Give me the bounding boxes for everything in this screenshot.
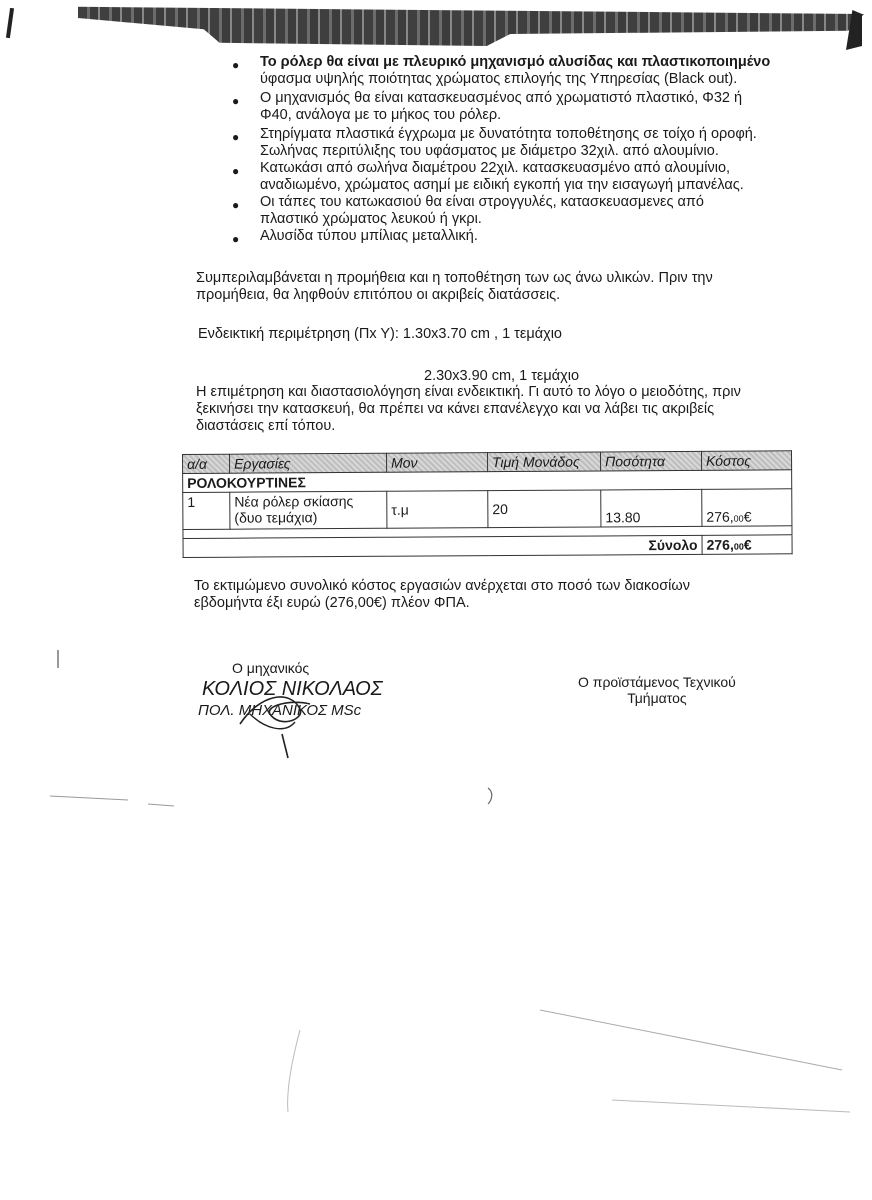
cell-cost: [702, 489, 792, 527]
head-title-line: Τμήματος: [627, 690, 687, 706]
spec-bullet-list: [232, 54, 792, 245]
paragraph-line: ξεκινήσει την κατασκευή, θα πρέπει να κάνει επανέλεγχο και να λάβει τις ακριβείς: [196, 401, 715, 417]
total-sub: 00: [733, 541, 744, 552]
paragraph-line: Η επιμέτρηση και διαστασιολόγηση είναι ενδεικτική. Γι αυτό το λόγο ο μειοδότης, πριν: [196, 384, 741, 400]
total-main: 276,: [706, 536, 734, 553]
group-label: ΡΟΛΟΚΟΥΡΤΙΝΕΣ: [183, 470, 792, 493]
bullet-dot-icon: ●: [232, 94, 240, 108]
bullet-dot-icon: ●: [232, 198, 240, 212]
work-line: (δυο τεμάχια): [234, 509, 318, 526]
col-header-quantity: Ποσότητα: [600, 451, 701, 471]
bullet-line: αναδιωμένο, χρώματος ασημί με ειδική εγκοπή για την εισαγωγή μπανέλας.: [260, 177, 744, 193]
col-header-unit: Μον: [386, 453, 487, 473]
bullet-item: [232, 228, 792, 245]
cell-unit-price: 20: [488, 490, 601, 528]
bullet-line: πλαστικό χρώματος λευκού ή γκρι.: [260, 211, 482, 227]
head-of-department-block: [578, 674, 736, 706]
bullet-item: [232, 54, 792, 88]
cost-sub: 00: [733, 513, 744, 524]
bullet-line: Στηρίγματα πλαστικά έγχρωμα με δυνατότητα τοποθέτησης σε τοίχο ή οροφή.: [260, 126, 757, 142]
measurement-line-second: 2.30x3.90 cm, 1 τεμάχιο: [424, 368, 580, 384]
bullet-line: ύφασμα υψηλής ποιότητας χρώματος επιλογής της Υπηρεσίας (Black out).: [260, 71, 738, 87]
bullet-line: Το ρόλερ θα είναι με πλευρικό μηχανισμό αλυσίδας και πλαστικοποιημένο: [260, 54, 771, 70]
supply-paragraph: [196, 270, 796, 304]
paragraph-line: Συμπεριλαμβάνεται η προμήθεια και η τοποθέτηση των ως άνω υλικών. Πριν την: [196, 270, 713, 286]
bullet-line: Κατωκάσι από σωλήνα διαμέτρου 22χιλ. κατασκευασμένο από αλουμίνιο,: [260, 160, 731, 176]
col-header-unit-price: Τιμή Μονάδος: [487, 452, 600, 472]
cell-unit: τ.μ: [387, 491, 488, 529]
total-label: Σύνολο: [183, 535, 702, 557]
col-header-no: α/α: [183, 454, 230, 473]
bullet-line: Οι τάπες του κατωκασιού θα είναι στρογγυλές, κατασκευασμενες από: [260, 194, 704, 210]
total-value: [702, 535, 792, 555]
bullet-dot-icon: ●: [232, 130, 240, 144]
scan-edge-mark: [6, 8, 14, 38]
bullet-line: Σωλήνας περιτύλιξης του υφάσματος με διάμετρο 32χιλ. από αλουμίνιο.: [260, 143, 719, 159]
total-paragraph: [194, 578, 794, 612]
bullet-item: [232, 126, 792, 160]
paragraph-line: Το εκτιμώμενο συνολικό κόστος εργασιών ανέρχεται στο ποσό των διακοσίων: [194, 578, 690, 594]
illegible-header-band: [78, 6, 864, 46]
total-currency: €: [743, 536, 752, 553]
stamp-title: ΠΟΛ. ΜΗΧΑΝΙΚΟΣ MSc: [198, 702, 362, 719]
indicative-paragraph: [196, 384, 796, 435]
measurement-line: Ενδεικτική περιμέτρηση (Πx Y): 1.30x3.70 cm , 1 τεμάχιο: [198, 326, 562, 342]
cost-table: [182, 450, 793, 558]
cell-work: [230, 491, 387, 529]
bullet-dot-icon: ●: [232, 232, 240, 246]
bullet-line: Ο μηχανισμός θα είναι κατασκευασμένος από χρωματιστό πλαστικό, Φ32 ή: [260, 90, 743, 106]
bullet-dot-icon: ●: [232, 58, 240, 72]
col-header-cost: Κόστος: [701, 451, 791, 471]
cost-currency: €: [743, 508, 752, 525]
stamp-name: ΚΟΛΙΟΣ ΝΙΚΟΛΑΟΣ: [202, 678, 383, 700]
work-line: Νέα ρόλερ σκίασης: [234, 492, 354, 510]
head-title-line: Ο προϊστάμενος Τεχνικού: [578, 674, 736, 690]
paragraph-line: εβδομήντα έξι ευρώ (276,00€) πλέον ΦΠΑ.: [194, 595, 470, 611]
bullet-line: Φ40, ανάλογα με το μήκος του ρόλερ.: [260, 107, 502, 123]
handwritten-signature-icon: [230, 684, 330, 764]
bullet-line: Αλυσίδα τύπου μπίλιας μεταλλική.: [260, 228, 478, 244]
table-total-row: [183, 535, 792, 558]
cost-main: 276,: [706, 508, 734, 525]
paragraph-line: διαστάσεις επί τόπου.: [196, 418, 336, 434]
col-header-work: Εργασίες: [230, 453, 387, 473]
paragraph-line: προμήθεια, θα ληφθούν επιτόπου οι ακριβείς διατάσσεις.: [196, 287, 561, 303]
bullet-item: [232, 194, 792, 228]
bullet-item: [232, 160, 792, 194]
cell-quantity: 13.80: [601, 489, 702, 527]
table-row: [183, 489, 792, 530]
engineer-title: Ο μηχανικός: [232, 660, 310, 676]
bullet-item: [232, 90, 792, 124]
cell-no: 1: [183, 492, 230, 529]
bullet-dot-icon: ●: [232, 164, 240, 178]
